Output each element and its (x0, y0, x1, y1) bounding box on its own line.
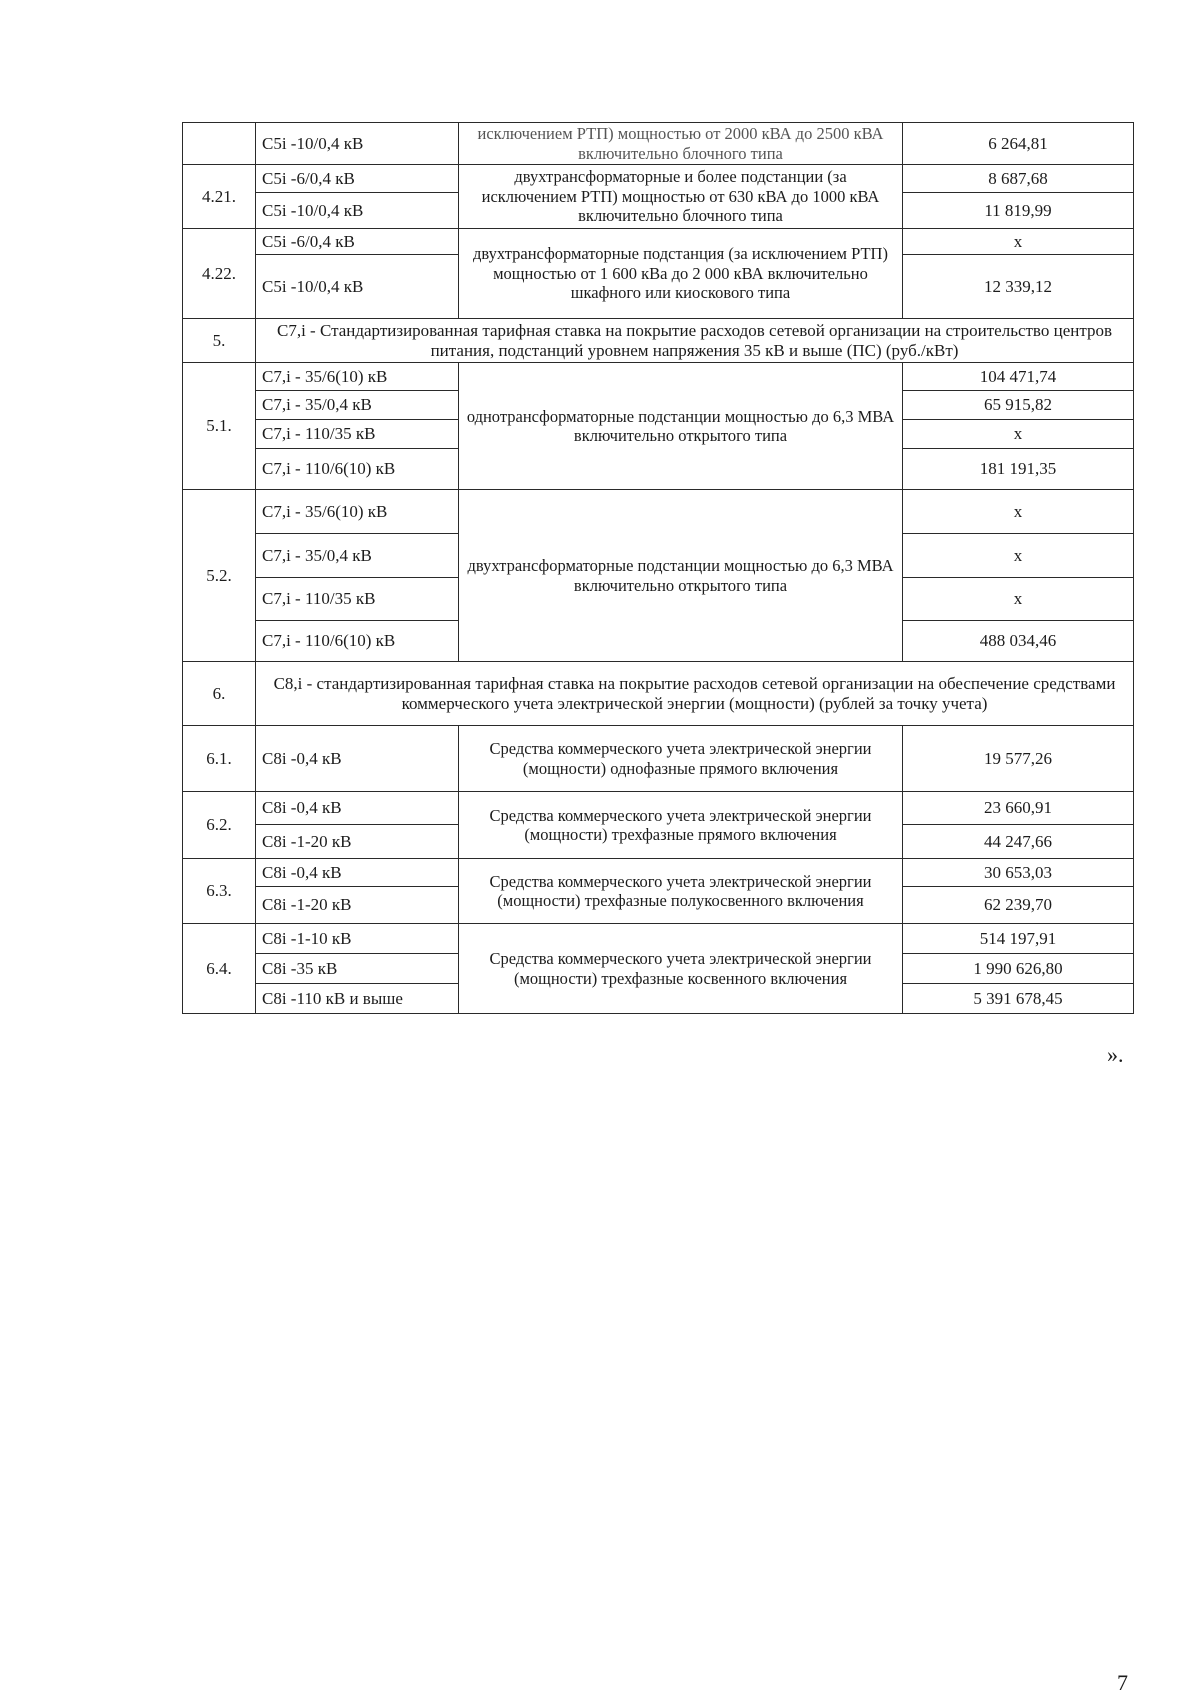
closing-quote-mark: ». (1107, 1042, 1124, 1067)
meter-description-cell: Средства коммерческого учета электрической энергии (мощности) однофазные прямого включения (459, 726, 903, 792)
rate-code-cell: С8i -0,4 кВ (256, 792, 459, 825)
meter-description-cell: Средства коммерческого учета электрической энергии (мощности) трехфазные прямого включения (459, 792, 903, 859)
row-number-cell: 6.1. (183, 726, 256, 792)
rate-code-cell: С7,i - 110/6(10) кВ (256, 621, 459, 662)
rate-value-cell: 62 239,70 (903, 887, 1134, 924)
table-row (183, 792, 1134, 825)
table-row (183, 924, 1134, 954)
rate-value-cell: 514 197,91 (903, 924, 1134, 954)
rate-code-cell: С7,i - 110/35 кВ (256, 578, 459, 621)
rate-code-cell: С5i -6/0,4 кВ (256, 229, 459, 255)
rate-value-cell: 104 471,74 (903, 363, 1134, 391)
rate-code-cell: С5i -10/0,4 кВ (256, 193, 459, 229)
table-row (183, 229, 1134, 255)
table-row (183, 490, 1134, 534)
row-number-cell: 4.22. (183, 229, 256, 319)
rate-code-cell: С5i -10/0,4 кВ (256, 255, 459, 319)
substation-description-cell: двухтрансформаторные подстанция (за исключением РТП) мощностью от 1 600 кВа до 2 000 кВА включительно шкафного или киоскового типа (459, 229, 903, 319)
rate-code-cell: С7,i - 35/6(10) кВ (256, 490, 459, 534)
table-row (183, 726, 1134, 792)
row-number-cell: 5.1. (183, 363, 256, 490)
rate-code-cell: С7,i - 110/35 кВ (256, 420, 459, 449)
rate-code-cell: С8i -0,4 кВ (256, 726, 459, 792)
substation-description-cell: исключением РТП) мощностью от 2000 кВА до 2500 кВА включительно блочного типа (459, 123, 903, 165)
rate-value-cell: х (903, 578, 1134, 621)
row-number-cell: 5. (183, 319, 256, 363)
rate-value-cell: х (903, 420, 1134, 449)
section-header-row (183, 319, 1134, 363)
rate-value-cell: 1 990 626,80 (903, 954, 1134, 984)
table-row (183, 859, 1134, 887)
rate-value-cell: 19 577,26 (903, 726, 1134, 792)
tariff-rates-table (182, 122, 1134, 1014)
substation-description-cell: однотрансформаторные подстанции мощностью до 6,3 МВА включительно открытого типа (459, 363, 903, 490)
row-number-cell: 6.4. (183, 924, 256, 1014)
meter-description-cell: Средства коммерческого учета электрической энергии (мощности) трехфазные косвенного включения (459, 924, 903, 1014)
row-number-cell: 4.21. (183, 165, 256, 229)
meter-description-cell: Средства коммерческого учета электрической энергии (мощности) трехфазные полукосвенного включения (459, 859, 903, 924)
row-number-cell: 5.2. (183, 490, 256, 662)
rate-value-cell: 11 819,99 (903, 193, 1134, 229)
rate-value-cell: 5 391 678,45 (903, 984, 1134, 1014)
rate-code-cell: С8i -1-20 кВ (256, 825, 459, 859)
rate-value-cell: 23 660,91 (903, 792, 1134, 825)
page-number: 7 (1117, 1670, 1128, 1695)
table-row (183, 165, 1134, 193)
rate-code-cell: С7,i - 35/0,4 кВ (256, 534, 459, 578)
section-header-row (183, 662, 1134, 726)
row-number-cell: 6.3. (183, 859, 256, 924)
row-number-cell: 6.2. (183, 792, 256, 859)
rate-value-cell: 181 191,35 (903, 449, 1134, 490)
row-number-cell (183, 123, 256, 165)
rate-value-cell: 6 264,81 (903, 123, 1134, 165)
table-row (183, 363, 1134, 391)
row-number-cell: 6. (183, 662, 256, 726)
substation-description-cell: двухтрансформаторные и более подстанции (за исключением РТП) мощностью от 630 кВА до 1000 кВА включительно блочного типа (459, 165, 903, 229)
rate-code-cell: С7,i - 35/6(10) кВ (256, 363, 459, 391)
section-title-cell: С7,i - Стандартизированная тарифная ставка на покрытие расходов сетевой организации на строительство центров питания, подстанций уровнем напряжения 35 кВ и выше (ПС) (руб./кВт) (256, 319, 1134, 363)
rate-code-cell: С7,i - 110/6(10) кВ (256, 449, 459, 490)
rate-value-cell: 12 339,12 (903, 255, 1134, 319)
section-title-cell: С8,i - стандартизированная тарифная ставка на покрытие расходов сетевой организации на обеспечение средствами коммерческого учета электрической энергии (мощности) (рублей за точку учета) (256, 662, 1134, 726)
rate-value-cell: 30 653,03 (903, 859, 1134, 887)
rate-code-cell: С8i -1-10 кВ (256, 924, 459, 954)
rate-value-cell: 8 687,68 (903, 165, 1134, 193)
rate-code-cell: С8i -1-20 кВ (256, 887, 459, 924)
rate-code-cell: С5i -10/0,4 кВ (256, 123, 459, 165)
rate-code-cell: С8i -110 кВ и выше (256, 984, 459, 1014)
rate-value-cell: х (903, 490, 1134, 534)
rate-value-cell: х (903, 229, 1134, 255)
rate-value-cell: х (903, 534, 1134, 578)
rate-value-cell: 488 034,46 (903, 621, 1134, 662)
rate-code-cell: С8i -35 кВ (256, 954, 459, 984)
substation-description-cell: двухтрансформаторные подстанции мощностью до 6,3 МВА включительно открытого типа (459, 490, 903, 662)
rate-code-cell: С8i -0,4 кВ (256, 859, 459, 887)
table-row (183, 123, 1134, 165)
rate-code-cell: С5i -6/0,4 кВ (256, 165, 459, 193)
rate-value-cell: 44 247,66 (903, 825, 1134, 859)
rate-value-cell: 65 915,82 (903, 391, 1134, 420)
rate-code-cell: С7,i - 35/0,4 кВ (256, 391, 459, 420)
